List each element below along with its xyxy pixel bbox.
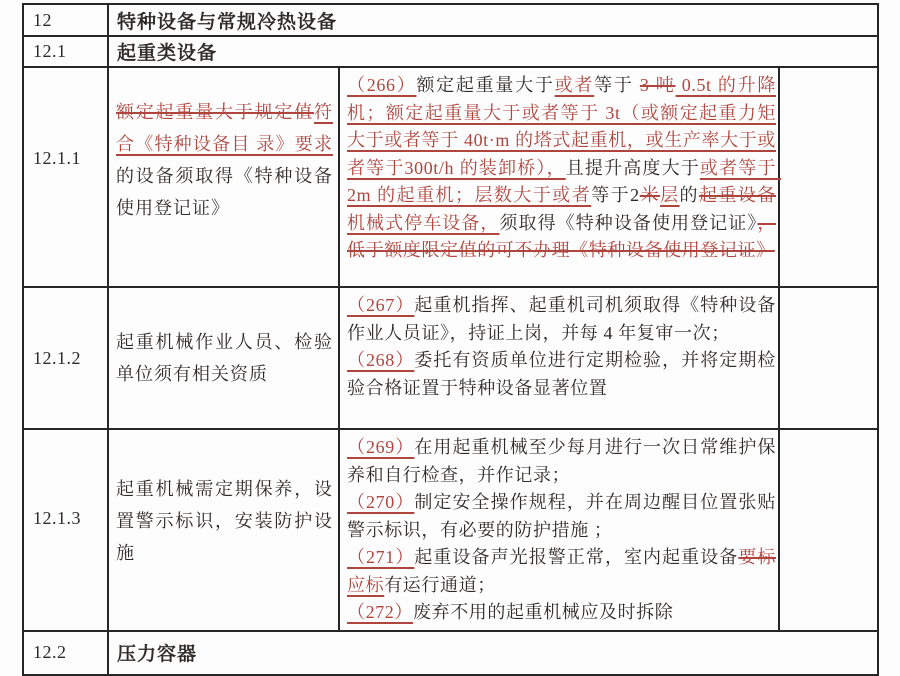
item-row — [23, 429, 878, 631]
section-title-cell: 压力容器 — [108, 631, 878, 675]
section-row — [23, 4, 878, 36]
paragraph — [347, 347, 776, 402]
text-run: 的设备须取得《特种设备使用登记证》 — [116, 166, 333, 218]
paragraph — [116, 96, 333, 224]
paragraph — [116, 326, 333, 390]
clause-number-cell: 12.1.2 — [23, 287, 108, 429]
requirement-summary-cell — [108, 287, 339, 429]
inserted-text-run: 0.5t 的升降机；额定起重量大于或者等于 3t（或额定起重力矩大于或者等于 40t·m 的塔式起重机，或生产率大于或者等于300t/h 的装卸桥）， — [347, 75, 776, 178]
inserted-text-run: （270） — [347, 492, 415, 512]
requirement-summary-cell — [108, 429, 339, 631]
inserted-text-run: （269） — [347, 437, 415, 457]
deleted-text-run: ，低于额度限定值的可不办理《特种设备使用登记证》 — [347, 212, 776, 260]
item-row — [23, 67, 878, 287]
text-run: 起重设备声光报警正常，室内起重设备 — [414, 547, 739, 567]
item-row — [23, 287, 878, 429]
inserted-text-run: 或者 — [554, 75, 595, 95]
clause-number-cell: 12.1.1 — [23, 67, 108, 287]
text-run: 且提升高度大于 — [565, 157, 700, 178]
section-row — [23, 36, 878, 67]
clause-number-cell: 12.2 — [23, 631, 108, 675]
text-run: 额定起重量大于 — [416, 75, 555, 95]
inserted-text-run: 层 — [660, 185, 680, 205]
requirement-detail-cell — [339, 287, 779, 429]
paragraph — [347, 434, 776, 489]
revision-table — [22, 3, 879, 676]
section-title-cell: 起重类设备 — [108, 36, 878, 67]
text-run: 有运行通道； — [384, 574, 496, 595]
inserted-text-run: （271） — [347, 547, 415, 567]
requirement-detail-cell — [339, 67, 782, 287]
empty-check-cell — [779, 429, 878, 631]
inserted-text-run: 或者等于 2m 的起重机；层数大于或者 — [347, 157, 782, 205]
text-run: 委托有资质单位进行定期检验，并将定期检验合格证置于特种设备显著位置 — [347, 350, 776, 398]
deleted-text-run: 3 吨 — [639, 75, 676, 95]
inserted-text-run: （272） — [347, 602, 413, 622]
text-run: 须取得《特种设备使用登记证》 — [499, 212, 758, 233]
requirement-summary-cell — [108, 67, 339, 287]
text-run: 等于2 — [591, 185, 640, 205]
deleted-text-run: 起重设备 — [699, 185, 776, 205]
text-run: 起重机械作业人员、检验单位须有相关资质 — [116, 332, 333, 384]
paragraph — [347, 72, 782, 265]
text-run: 在用起重机械至少每月进行一次日常维护保养和自行检查，并作记录； — [347, 437, 776, 485]
inserted-text-run: 应标 — [347, 574, 385, 595]
text-run: 等于 — [594, 75, 640, 95]
text-run: 的 — [679, 185, 700, 205]
deleted-text-run: 米 — [639, 185, 661, 205]
text-run: 起重机指挥、起重机司机须取得《特种设备作业人员证》，持证上岗，并每 4 年复审一次； — [347, 295, 776, 343]
table-body — [23, 4, 878, 675]
paragraph — [347, 544, 776, 599]
clause-number-cell: 12.1.3 — [23, 429, 108, 631]
text-run: 起重机械需定期保养，设置警示标识，安装防护设施 — [116, 478, 333, 563]
paragraph — [347, 292, 776, 347]
paragraph — [347, 599, 776, 627]
text-run: 制定安全操作规程，并在周边醒目位置张贴警示标识，有必要的防护措施 ； — [347, 492, 776, 540]
clause-number-cell: 12.1 — [23, 36, 108, 67]
clause-number-cell: 12 — [23, 4, 108, 36]
section-title-cell: 特种设备与常规冷热设备 — [108, 4, 878, 36]
inserted-text-run: （266） — [347, 75, 417, 95]
paragraph — [116, 473, 333, 569]
paragraph — [347, 489, 776, 544]
text-run: 废弃不用的起重机械应及时拆除 — [413, 602, 674, 622]
deleted-text-run: 要标 — [738, 547, 777, 567]
deleted-text-run: 额定起重量大于规定值 — [116, 102, 314, 122]
inserted-text-run: （267） — [347, 295, 415, 315]
empty-check-cell — [779, 67, 878, 287]
inserted-text-run: （268） — [347, 350, 415, 370]
inserted-text-run: 符合《特种设备目 录》要求 — [116, 102, 333, 154]
section-row — [23, 631, 878, 675]
requirement-detail-cell — [339, 429, 779, 631]
empty-check-cell — [779, 287, 878, 429]
inserted-text-run: 机械式停车设备， — [347, 212, 500, 233]
